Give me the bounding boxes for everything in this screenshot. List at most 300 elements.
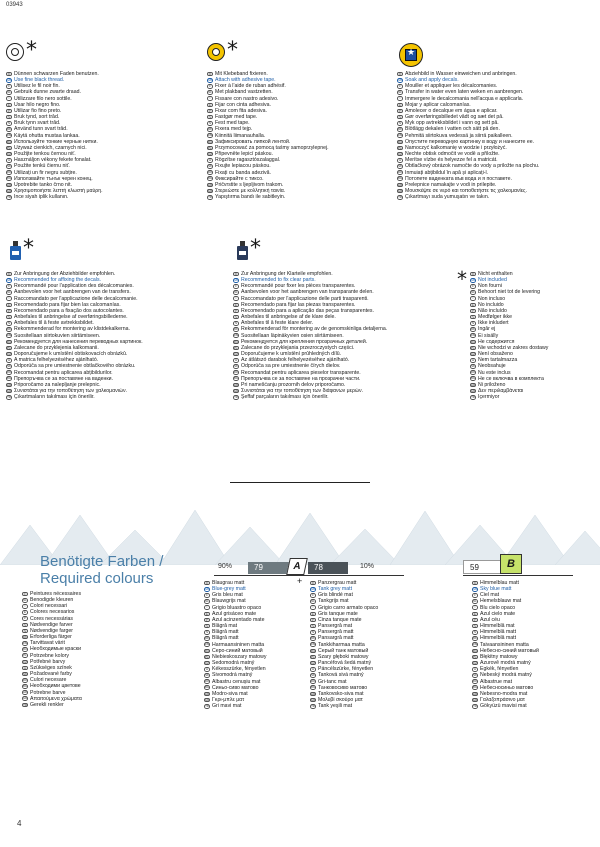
translation-text: Recomendado para a fixação dos autocolantes.: [14, 307, 124, 314]
language-flag-icon: P: [6, 109, 12, 114]
language-flag-icon: NL: [7, 291, 11, 295]
language-flag-icon: FIN: [311, 643, 316, 647]
language-flag-icon: DK: [7, 128, 11, 132]
language-flag-icon: RO: [473, 680, 477, 684]
translation-text: Fixar com fita adesiva.: [215, 107, 267, 114]
translation-text: Culori necesare: [30, 677, 67, 684]
not-included-star-icon: *: [457, 267, 467, 291]
language-flag-icon: SK: [23, 672, 27, 676]
language-flag-icon: FIN: [208, 134, 213, 138]
translation-text: Zur Anbringung der Klarteile empfohlen.: [241, 271, 333, 277]
translation-text: Ikke inkludert: [478, 320, 509, 327]
translation-text: Необходими цветове: [30, 683, 81, 690]
language-flag-icon: RU: [398, 140, 402, 144]
language-flag-icon: CZ: [311, 661, 315, 665]
translation-text: Recomandat pentru aplicarea pieselor transparente.: [241, 369, 361, 376]
translation-text: Nebeský modrá matný: [480, 672, 532, 679]
translation-text: Grigio bluastro opaco: [212, 604, 262, 611]
language-flag-icon: GR: [471, 389, 475, 393]
translation-text: Pansergrå mat: [318, 623, 353, 630]
translation-text: Ni priloženo: [478, 381, 506, 388]
translation-text: Anbefales til anbringelse af overføringsbillederne.: [14, 314, 128, 321]
language-flag-icon: P: [470, 309, 476, 314]
language-flag-icon: RO: [234, 371, 238, 375]
language-flag-icon: S: [310, 624, 316, 629]
language-flag-icon: CZ: [471, 352, 475, 356]
translation-text: Tank grey matt: [318, 586, 353, 593]
language-flag-icon: TR: [23, 703, 27, 707]
language-flag-icon: HR: [7, 183, 11, 187]
translation-text: Raccomandato per l'applicazione delle decalcomanie.: [14, 295, 138, 302]
translation-text: Recomendado para a aplicação das peças transparentes.: [241, 307, 374, 314]
mix-right-percent: 10%: [360, 563, 375, 570]
translation-text: Tanková sivá matný: [318, 672, 364, 679]
translation-text: Небесносиньо матово: [480, 684, 534, 691]
translation-line: [207, 194, 392, 200]
translation-text: Gökyüzü mavisi mat: [480, 703, 527, 710]
language-flag-icon: BG: [7, 377, 11, 381]
page-number: 4: [17, 819, 22, 828]
translation-text: Suositellaan läpinäkyvien osien siirtämiseen.: [241, 332, 344, 339]
language-flag-icon: D: [6, 272, 12, 277]
language-flag-icon: GB: [205, 587, 209, 591]
language-flag-icon: GB: [7, 78, 11, 82]
translation-text: Není obsaženo: [478, 351, 513, 358]
language-flag-icon: I: [22, 604, 28, 609]
translation-text: Myk opp avtrekksbildet i vann og sett på.: [405, 120, 499, 127]
language-flag-icon: PL: [7, 146, 11, 150]
translation-text: Gri mavi mat: [212, 703, 242, 710]
section-divider: [230, 482, 370, 483]
language-flag-icon: PL: [311, 655, 315, 659]
language-flag-icon: GB: [471, 278, 475, 282]
translation-text: Gris blindé mat: [318, 592, 353, 599]
translation-text: Потопете ваденката във вода и я поставете.: [405, 175, 513, 182]
language-flag-icon: RU: [205, 649, 209, 653]
language-flag-icon: TR: [473, 704, 477, 708]
language-flag-icon: FIN: [7, 334, 12, 338]
language-flag-icon: NL: [23, 598, 27, 602]
star-icon: *: [23, 236, 34, 261]
translation-text: Niebieskoszary matowy: [212, 653, 267, 660]
translation-text: Fastgør med tape.: [215, 114, 258, 121]
translation-text: Suositellaan siirtokuvien siirtämiseen.: [14, 332, 101, 339]
translation-text: Серый танк матовый: [318, 647, 369, 654]
language-flag-icon: D: [6, 72, 12, 77]
translation-text: Przymocować za pomocą taśmy samoprzylepnej.: [215, 144, 329, 151]
language-flag-icon: TR: [311, 704, 315, 708]
language-flag-icon: I: [310, 605, 316, 610]
translation-text: Utilisez le fil noir fin.: [14, 83, 60, 90]
translation-text: Blue-grey matt: [212, 586, 246, 593]
translation-text: Серо-синий матовый: [212, 647, 263, 654]
language-flag-icon: CZ: [23, 660, 27, 664]
language-flag-icon: PL: [205, 655, 209, 659]
language-flag-icon: F: [6, 84, 12, 89]
language-flag-icon: SK: [208, 165, 212, 169]
translation-text: Azul cielo mate: [480, 610, 516, 617]
translation-text: Pehmitä siirtokuva vedessä ja siirrä paikalleen.: [405, 132, 513, 139]
translation-text: A matrica felhelyezéséhez ajánlható.: [14, 357, 99, 364]
language-flag-icon: S: [470, 315, 476, 320]
language-flag-icon: RO: [398, 171, 402, 175]
translation-text: Gris tanque mate: [318, 610, 358, 617]
translation-text: Recomendado para fijar las piezas transparentes.: [241, 301, 356, 308]
translation-text: Blågrå matt: [212, 629, 239, 636]
translation-text: Recommended to fix clear parts.: [241, 277, 316, 284]
translation-text: Tank yeşili mat: [318, 703, 353, 710]
translation-line: [233, 394, 458, 400]
translation-text: Ingår ej: [478, 326, 496, 333]
language-flag-icon: D: [207, 72, 213, 77]
language-flag-icon: FIN: [234, 334, 239, 338]
language-flag-icon: D: [470, 272, 476, 277]
language-flag-icon: E: [6, 103, 12, 108]
translation-text: Taivaansininen matta: [480, 641, 529, 648]
language-flag-icon: I: [6, 96, 12, 101]
language-flag-icon: E: [470, 303, 476, 308]
language-flag-icon: P: [310, 618, 316, 623]
translation-text: Upotrebite tanko črno nit.: [14, 181, 72, 188]
language-flag-icon: PL: [234, 346, 238, 350]
language-flag-icon: N: [472, 630, 478, 635]
language-flag-icon: D: [397, 72, 403, 77]
language-flag-icon: BG: [311, 686, 315, 690]
language-flag-icon: BG: [473, 686, 477, 690]
language-flag-icon: HR: [234, 383, 238, 387]
language-flag-icon: HR: [205, 692, 209, 696]
language-flag-icon: RO: [208, 171, 212, 175]
translation-text: Fijar con cinta adhesiva.: [215, 101, 271, 108]
required-colours-translations: [22, 591, 172, 708]
language-flag-icon: I: [6, 296, 12, 301]
translation-text: Égkék, fényetlen: [480, 666, 519, 673]
language-flag-icon: SK: [7, 365, 11, 369]
translation-text: Nicht enthalten: [478, 271, 513, 277]
language-flag-icon: F: [472, 593, 478, 598]
translation-text: Gerekli renkler: [30, 701, 64, 708]
thread-instructions: [6, 38, 191, 201]
translation-text: Танковосиво матово: [318, 684, 368, 691]
language-flag-icon: TR: [7, 395, 11, 399]
language-flag-icon: P: [6, 309, 12, 314]
translation-text: Použijte tenkou černou niť.: [14, 151, 76, 158]
translation-text: Gri-tanc mat: [318, 678, 347, 685]
language-flag-icon: DK: [471, 328, 475, 332]
language-flag-icon: S: [207, 115, 213, 120]
language-flag-icon: DK: [23, 635, 27, 639]
language-flag-icon: NL: [7, 91, 11, 95]
translation-text: Páncélszürke, fényetlen: [318, 666, 374, 673]
translation-text: Recommandé pour fixer les pièces transparentes.: [241, 283, 356, 290]
translation-text: Rögzítse ragasztószalaggal.: [215, 157, 281, 164]
language-flag-icon: SK: [473, 674, 477, 678]
translation-text: Himmelblau matt: [480, 580, 519, 586]
translation-text: Szary głęboki matowy: [318, 653, 369, 660]
translation-text: Azul grisáceo mate: [212, 610, 257, 617]
language-flag-icon: HR: [23, 691, 27, 695]
language-flag-icon: TR: [7, 195, 11, 199]
language-flag-icon: HR: [7, 383, 11, 387]
translation-text: Raccomandato per l'applicazione delle parti trasparenti.: [241, 295, 369, 302]
translation-text: Use fine black thread.: [14, 77, 65, 84]
translation-text: Опустите переводную картинку в воду и нанесите ее.: [405, 138, 535, 145]
translation-text: Doporučujeme k umístění průhledných dílů.: [241, 351, 342, 358]
language-flag-icon: FIN: [7, 134, 12, 138]
translation-text: No incluido: [478, 301, 504, 308]
translation-text: Στερεώστε με κολλητική ταινία.: [215, 187, 286, 194]
mix-plus-sign: +: [297, 576, 303, 586]
decal-fluid-instructions: [6, 236, 221, 401]
language-flag-icon: RU: [311, 649, 315, 653]
language-flag-icon: E: [6, 303, 12, 308]
language-flag-icon: RU: [7, 340, 11, 344]
translation-text: Nu este inclus: [478, 369, 511, 376]
paint-chip-79: 79: [248, 562, 290, 574]
language-flag-icon: FIN: [471, 334, 476, 338]
language-flag-icon: N: [310, 630, 316, 635]
translation-text: Recomandat pentru aplicarea abțibildurilor.: [14, 369, 113, 376]
translation-text: Potrebne barve: [30, 689, 66, 696]
translation-text: Usar hilo negro fino.: [14, 101, 61, 108]
star-icon: *: [250, 236, 261, 261]
translation-text: Препоръчва се за поставяне на ваденки.: [14, 375, 114, 382]
language-flag-icon: CZ: [7, 152, 11, 156]
translation-text: Nie wchodzi w zakres dostawy: [478, 344, 549, 351]
translation-text: Hemelsblauw mat: [480, 598, 522, 605]
translation-text: Nem tartalmazza: [478, 357, 518, 364]
language-flag-icon: PL: [473, 655, 477, 659]
translation-text: Använd tunn svart tråd.: [14, 126, 68, 133]
translation-text: Δεν περιλαμβάνεται: [478, 387, 524, 394]
translation-text: Gebruik dunne zwarte draad.: [14, 89, 81, 96]
translation-text: Az átlátszó darabok felhelyezéséhez ajánlható.: [241, 357, 350, 364]
translation-text: Γκρι-μπλε ματ: [212, 696, 245, 703]
translation-text: Grigio carro armato opaco: [318, 604, 379, 611]
language-flag-icon: S: [6, 115, 12, 120]
language-flag-icon: HR: [208, 183, 212, 187]
translation-text: Nebesno-modra mat: [480, 690, 528, 697]
translation-text: Tankkiharmaa matta: [318, 641, 365, 648]
translation-text: Transfer in water even laten weken en aanbrengen.: [405, 89, 524, 96]
translation-text: Blauwgrijs mat: [212, 598, 246, 605]
language-flag-icon: I: [470, 296, 476, 301]
language-flag-icon: F: [6, 284, 12, 289]
translation-text: Namoczyć kalkomanię w wodzie i przyłożyć.: [405, 144, 507, 151]
translation-text: Pansergrå matt: [318, 629, 354, 636]
language-flag-icon: NL: [234, 291, 238, 295]
language-flag-icon: P: [204, 618, 210, 623]
language-flag-icon: I: [233, 296, 239, 301]
translation-text: Zalecane do przyklejenia kalkomanii.: [14, 344, 99, 351]
language-flag-icon: GR: [398, 189, 402, 193]
translation-text: Tarvittavat värit: [30, 640, 65, 647]
translation-text: Benodigde kleuren: [30, 597, 74, 604]
language-flag-icon: E: [204, 612, 210, 617]
translation-text: Colori necessari: [30, 603, 68, 610]
language-flag-icon: E: [207, 103, 213, 108]
translation-text: Fissare con nastro adesivo.: [215, 95, 279, 102]
translation-text: Χρησιμοποιήστε λεπτή κλωστή μαύρη.: [14, 187, 103, 194]
translation-text: Gris bleu mat: [212, 592, 243, 599]
translation-text: Neobsahuje: [478, 363, 506, 370]
language-flag-icon: RU: [234, 340, 238, 344]
translation-text: Anbefales til anbringelse af de klare dele.: [241, 314, 336, 321]
language-flag-icon: HR: [311, 692, 315, 696]
translation-line: [470, 394, 595, 400]
language-flag-icon: RU: [471, 340, 475, 344]
language-flag-icon: NL: [205, 600, 209, 604]
language-flag-icon: CZ: [7, 352, 11, 356]
translation-text: Sivomodrá matný: [212, 672, 253, 679]
language-flag-icon: GR: [234, 389, 238, 393]
translation-text: Pancéřová šedá matný: [318, 660, 372, 667]
translation-text: Nechte obtisk odmočit ve vodě a přiložte.: [405, 151, 500, 158]
language-flag-icon: I: [204, 605, 210, 610]
translation-text: Zalecane do przyklejania przezroczystych części.: [241, 344, 355, 351]
language-flag-icon: SK: [205, 674, 209, 678]
thread-icon: [6, 43, 24, 61]
translation-text: Необходимые краски: [30, 646, 81, 653]
paint-letter-badge-b: B: [500, 554, 522, 574]
language-flag-icon: H: [6, 158, 12, 163]
language-flag-icon: D: [233, 272, 239, 277]
translation-text: Blågrå matt: [212, 635, 239, 642]
translation-text: Рекомендуется для крепления прозрачных деталей.: [241, 338, 368, 345]
colours-heading-line1: Benötigte Farben /: [40, 553, 164, 570]
language-flag-icon: TR: [208, 195, 212, 199]
translation-text: Препоръчва се за поставяне на прозрачни части.: [241, 375, 361, 382]
language-flag-icon: DK: [205, 637, 209, 641]
translation-text: Recommended for affixing the decals.: [14, 277, 101, 284]
translation-text: Himmelblå matt: [480, 635, 517, 642]
translation-line: [22, 702, 172, 708]
translation-text: Rekommenderad för montering av de genomskinliga detaljerna.: [241, 326, 388, 333]
translation-text: Mit Klebeband fixieren.: [215, 71, 268, 77]
translation-text: Medfølger ikke: [478, 314, 513, 321]
translation-text: Soak and apply decals.: [405, 77, 459, 84]
language-flag-icon: SK: [234, 365, 238, 369]
translation-text: Используйте тонкие черные нитки.: [14, 138, 98, 145]
language-flag-icon: H: [397, 158, 403, 163]
translation-text: Odporúča sa pre umiestnenie čírych dielov.: [241, 363, 341, 370]
language-flag-icon: SK: [7, 165, 11, 169]
translation-text: Non fourni: [478, 283, 502, 290]
translation-text: Dünnen schwarzen Faden benutzen.: [14, 71, 99, 77]
clear-parts-glue-instructions: [233, 236, 458, 401]
language-flag-icon: S: [22, 623, 28, 628]
language-flag-icon: GB: [311, 587, 315, 591]
translation-line: [397, 194, 597, 200]
language-flag-icon: H: [472, 667, 478, 672]
translation-text: Käytä ohutta mustaa lankaa.: [14, 132, 80, 139]
translation-text: Szükséges színek: [30, 664, 72, 671]
translation-text: Cores necessárias: [30, 615, 73, 622]
language-flag-icon: F: [22, 592, 28, 597]
translation-text: Pansargrå matt: [318, 635, 354, 642]
language-flag-icon: RO: [7, 171, 11, 175]
translation-text: Azul acinzentado mate: [212, 616, 265, 623]
language-flag-icon: GB: [7, 278, 11, 282]
translation-text: Recommandé pour l'application des décalcomanies.: [14, 283, 134, 290]
language-flag-icon: N: [6, 321, 12, 326]
language-flag-icon: RO: [7, 371, 11, 375]
translation-line: [204, 703, 312, 709]
language-flag-icon: BG: [205, 686, 209, 690]
colours-heading-line2: Required colours: [40, 570, 154, 587]
translation-text: Immergere le decalcomania nell'acqua e applicarla.: [405, 95, 524, 102]
decal-instructions: [397, 43, 597, 200]
language-flag-icon: F: [470, 284, 476, 289]
translation-text: Azul céu: [480, 616, 500, 623]
translation-text: Attach with adhesive tape.: [215, 77, 276, 84]
language-flag-icon: RO: [471, 371, 475, 375]
translation-line: [310, 703, 418, 709]
mix-letter-badge: A: [286, 558, 308, 575]
language-flag-icon: RU: [23, 648, 27, 652]
language-flag-icon: FIN: [23, 642, 28, 646]
translation-text: Doporučujeme k umístění obtiskovacích obrázků.: [14, 351, 128, 358]
translation-text: Priporočamo za nalepljanje prelepnic.: [14, 381, 101, 388]
translation-text: Aanbevolen voor het aanbrengen van de transfers.: [14, 289, 131, 296]
translation-line: [6, 394, 221, 400]
language-flag-icon: S: [397, 115, 403, 120]
language-flag-icon: N: [470, 321, 476, 326]
translation-text: Nødvendige farver: [30, 621, 73, 628]
language-flag-icon: D: [204, 581, 210, 586]
language-flag-icon: H: [204, 667, 210, 672]
translation-text: Înmuiați abțibildul în apă și aplicați-l.: [405, 169, 489, 176]
translation-line: [472, 703, 594, 709]
translation-text: Použite tenkú čiernu niť.: [14, 163, 70, 170]
paint-59-names: [472, 580, 594, 709]
translation-text: Fixați cu banda adezivă.: [215, 169, 271, 176]
language-flag-icon: GR: [311, 698, 315, 702]
translation-text: Modro-siva mat: [212, 690, 248, 697]
translation-text: Merítse vízbe és helyezze fel a matricát.: [405, 157, 498, 164]
language-flag-icon: P: [207, 109, 213, 114]
translation-text: Abziehbild in Wasser einweichen und anbringen.: [405, 71, 517, 77]
language-flag-icon: TR: [471, 395, 475, 399]
language-flag-icon: PL: [7, 346, 11, 350]
language-flag-icon: BG: [23, 685, 27, 689]
language-flag-icon: I: [207, 96, 213, 101]
translation-text: Não incluído: [478, 307, 507, 314]
translation-text: Recomendado para fijar bien las calcomanías.: [14, 301, 121, 308]
translation-text: Nødvendige farger: [30, 627, 73, 634]
language-flag-icon: DK: [311, 637, 315, 641]
language-flag-icon: N: [397, 121, 403, 126]
paint-79-names: [204, 580, 312, 709]
star-icon: *: [26, 38, 37, 63]
language-flag-icon: GB: [208, 78, 212, 82]
language-flag-icon: BG: [208, 177, 212, 181]
translation-text: İnce siyah iplik kullanın.: [14, 194, 69, 201]
translation-text: Fixera med tejp.: [215, 126, 253, 133]
translation-text: Rekommenderad for montering av klistdekalkerna.: [14, 326, 130, 333]
translation-text: Használjon vékony fekete fonalat.: [14, 157, 92, 164]
translation-text: Gør overføringsbilledet vådt og sæt det på.: [405, 114, 504, 121]
translation-text: Utilizați un fir negru subțire.: [14, 169, 77, 176]
translation-text: Απαιτούμενα χρώματα: [30, 695, 82, 702]
translation-text: Erforderliga färger: [30, 634, 72, 641]
translation-text: Himmelblå matt: [480, 629, 517, 636]
language-flag-icon: BG: [7, 177, 11, 181]
translation-text: Небесно-синий матовый: [480, 647, 539, 654]
language-flag-icon: NL: [398, 91, 402, 95]
translation-text: Peintures nécessaires: [30, 591, 82, 597]
language-flag-icon: PL: [398, 146, 402, 150]
